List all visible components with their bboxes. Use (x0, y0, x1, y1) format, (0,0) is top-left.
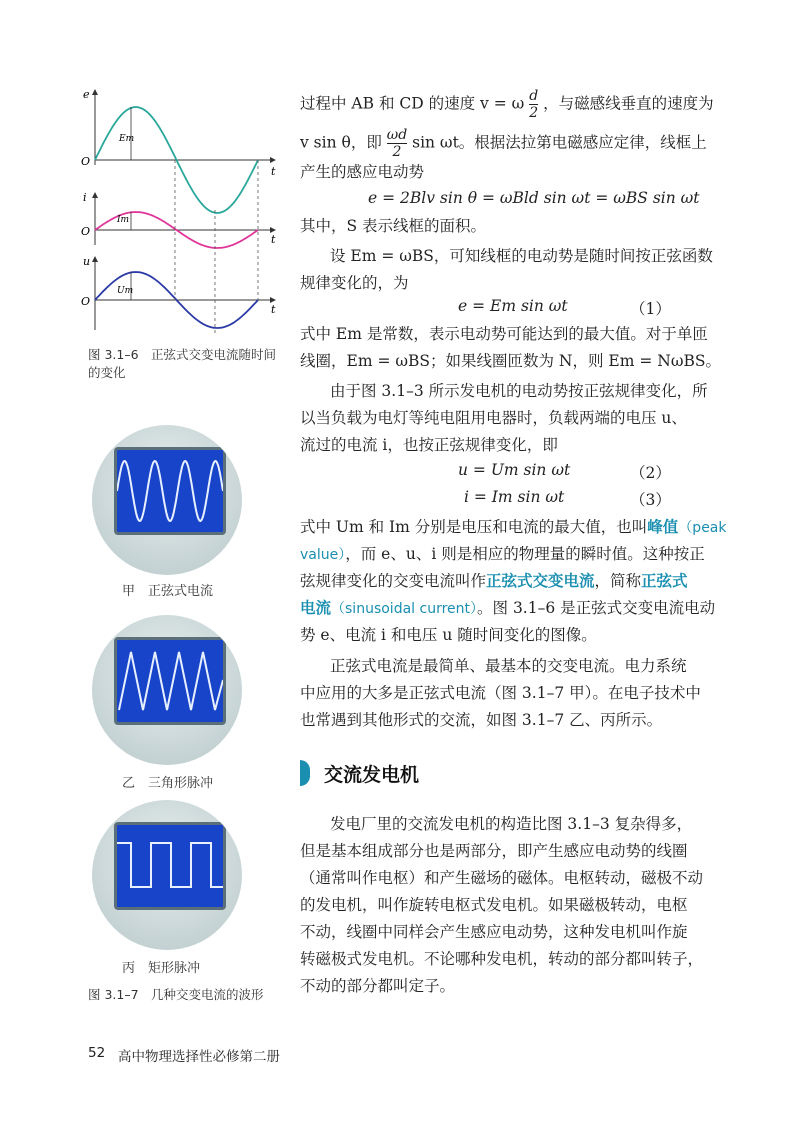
t-axis-label: t (271, 165, 276, 178)
term-peak: 峰值 (647, 518, 679, 536)
p1-line1: 过程中 AB 和 CD 的速度 v = ω $\frac{d}{2}$ ，与磁感线垂直的速度为 (300, 88, 714, 121)
p1-line2: v sin θ，即 $\frac{\omega d}{2}$ sin ωt。根据法拉第电磁感应定律，线框上 (300, 127, 707, 160)
p6-line5: 势 e、电流 i 和电压 u 随时间变化的图像。 (300, 626, 597, 644)
figure-3-1-6-caption: 图 3.1–6 正弦式交变电流随时间 的变化 (88, 347, 277, 380)
book-title: 高中物理选择性必修第二册 (118, 1049, 280, 1065)
p4-line2: 线圈，Em = ωBS；如果线圈匝数为 N，则 Em = NωBS。 (300, 352, 721, 370)
p5-line2: 以当负载为电灯等纯电阻用电器时，负载两端的电压 u、 (300, 409, 687, 427)
square-wave-display (117, 825, 223, 907)
equation-2: u = Um sin ωt (458, 461, 571, 479)
oscilloscope-triangle (92, 615, 242, 765)
origin-label-2: O (81, 225, 91, 238)
i-axis-label: i (83, 191, 87, 204)
p6-line3: 弦规律变化的交变电流叫作正弦式交变电流，简称正弦式 (300, 572, 688, 590)
page-number: 52 (88, 1045, 106, 1061)
p8-line3: （通常叫作电枢）和产生磁场的磁体。电枢转动，磁极不动 (300, 869, 704, 887)
im-label: Im (117, 215, 130, 225)
p8-line5: 不动，线圈中同样会产生感应电动势，这种发电机叫作旋 (300, 923, 688, 941)
triangle-wave-display (117, 640, 223, 722)
t-axis-label-2: t (271, 233, 276, 246)
p7-line1: 正弦式电流是最简单、最基本的交变电流。电力系统 (330, 657, 687, 675)
p6-line4: 电流（sinusoidal current）。图 3.1–6 是正弦式交变电流电动 (300, 599, 716, 617)
p2: 其中，S 表示线框的面积。 (300, 217, 487, 235)
equation-main: e = 2Blv sin θ = ωBld sin ωt = ωBS sin ωt (368, 189, 700, 207)
um-label: Um (117, 286, 134, 296)
p5-line1: 由于图 3.1–3 所示发电机的电动势按正弦规律变化，所 (330, 382, 708, 400)
oscilloscope-square (92, 800, 242, 950)
p3-line2: 规律变化的，为 (300, 274, 409, 292)
p6-line1: 式中 Um 和 Im 分别是电压和电流的最大值，也叫峰值（peak (300, 518, 727, 536)
figure-3-1-7-caption: 图 3.1–7 几种交变电流的波形 (88, 987, 264, 1002)
equation-3: i = Im sin ωt (464, 488, 565, 506)
figure-3-1-6-graphs (75, 85, 290, 335)
p3-line1: 设 Em = ωBS，可知线框的电动势是随时间按正弦函数 (330, 247, 713, 265)
e-axis-label: e (83, 88, 90, 101)
equation-3-number: （3） (630, 491, 671, 509)
sine-wave-display (117, 450, 223, 532)
p1-line3: 产生的感应电动势 (300, 163, 425, 181)
p8-line1: 发电厂里的交流发电机的构造比图 3.1–3 复杂得多， (330, 815, 693, 833)
t-axis-label-3: t (271, 303, 276, 316)
p6-line2: value），而 e、u、i 则是相应的物理量的瞬时值。这种按正 (300, 545, 705, 563)
p8-line7: 不动的部分都叫定子。 (300, 977, 456, 995)
p8-line6: 转磁极式发电机。不论哪种发电机，转动的部分都叫转子， (300, 950, 704, 968)
origin-label: O (81, 155, 91, 168)
equation-1: e = Em sin ωt (458, 297, 568, 315)
heading-marker (300, 760, 310, 786)
equation-2-number: （2） (630, 464, 671, 482)
p5-line3: 流过的电流 i，也按正弦规律变化，即 (300, 436, 558, 454)
p8-line2: 但是基本组成部分也是两部分，即产生感应电动势的线圈 (300, 842, 688, 860)
section-heading: 交流发电机 (300, 758, 419, 788)
origin-label-3: O (81, 295, 91, 308)
equation-1-number: （1） (630, 300, 671, 318)
term-sinusoidal: 正弦式交变电流 (486, 572, 595, 590)
u-axis-label: u (83, 255, 91, 268)
label-bing: 丙 矩形脉冲 (122, 961, 201, 976)
label-yi: 乙 三角形脉冲 (122, 776, 214, 791)
em-label: Em (119, 134, 135, 144)
p4-line1: 式中 Em 是常数，表示电动势可能达到的最大值。对于单匝 (300, 325, 708, 343)
p7-line3: 也常遇到其他形式的交流，如图 3.1–7 乙、丙所示。 (300, 711, 663, 729)
label-jia: 甲 正弦式电流 (122, 584, 214, 599)
p8-line4: 的发电机，叫作旋转电枢式发电机。如果磁极转动，电枢 (300, 896, 688, 914)
oscilloscope-sine (92, 425, 242, 575)
p7-line2: 中应用的大多是正弦式电流（图 3.1–7 甲）。在电子技术中 (300, 684, 701, 702)
